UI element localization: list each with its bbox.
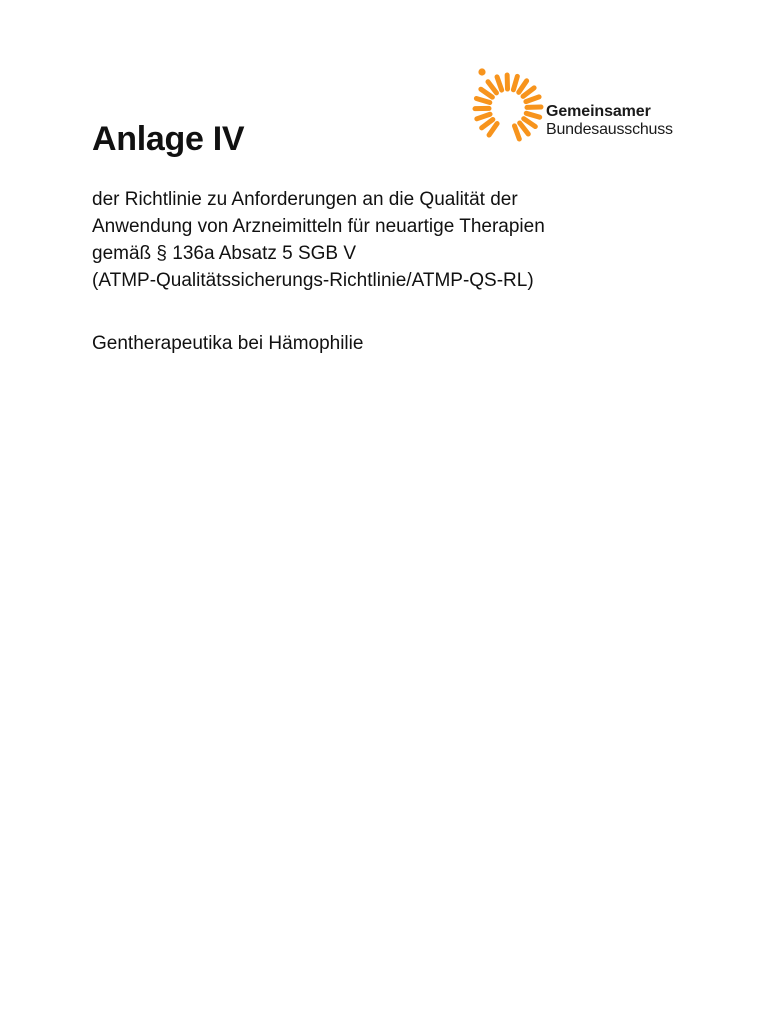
sun-ray xyxy=(526,97,539,102)
sun-ray xyxy=(488,82,496,93)
sun-ray xyxy=(489,124,497,135)
sun-ray xyxy=(519,81,527,93)
sun-ray xyxy=(513,76,517,89)
sun-ray xyxy=(497,77,502,90)
document-title: Anlage IV xyxy=(92,120,245,158)
subtitle-line: gemäß § 136a Absatz 5 SGB V xyxy=(92,243,357,264)
subtitle-line: Anwendung von Arzneimitteln für neuartige Therapien xyxy=(92,216,545,237)
document-topic: Gentherapeutika bei Hämophilie xyxy=(92,333,364,354)
sun-rays-icon xyxy=(470,62,546,144)
subtitle-line: (ATMP-Qualitätssicherungs-Richtlinie/ATMP-QS-RL) xyxy=(92,270,534,291)
sun-ray xyxy=(481,89,493,97)
sun-ray xyxy=(526,113,539,117)
subtitle-line: der Richtlinie zu Anforderungen an die Qualität der xyxy=(92,189,518,210)
sun-ray xyxy=(523,88,534,97)
sun-ray xyxy=(476,98,489,102)
logo-line-bundesausschuss: Bundesausschuss xyxy=(546,121,673,138)
sun-ray xyxy=(477,114,490,119)
gba-logo xyxy=(470,62,690,148)
logo-line-gemeinsamer: Gemeinsamer xyxy=(546,103,651,120)
sun-ray xyxy=(524,119,536,127)
sun-ray xyxy=(515,126,520,139)
document-subtitle xyxy=(92,186,692,294)
sun-ray xyxy=(482,119,493,127)
sun-ray xyxy=(520,123,529,134)
logo-wordmark xyxy=(546,103,673,139)
